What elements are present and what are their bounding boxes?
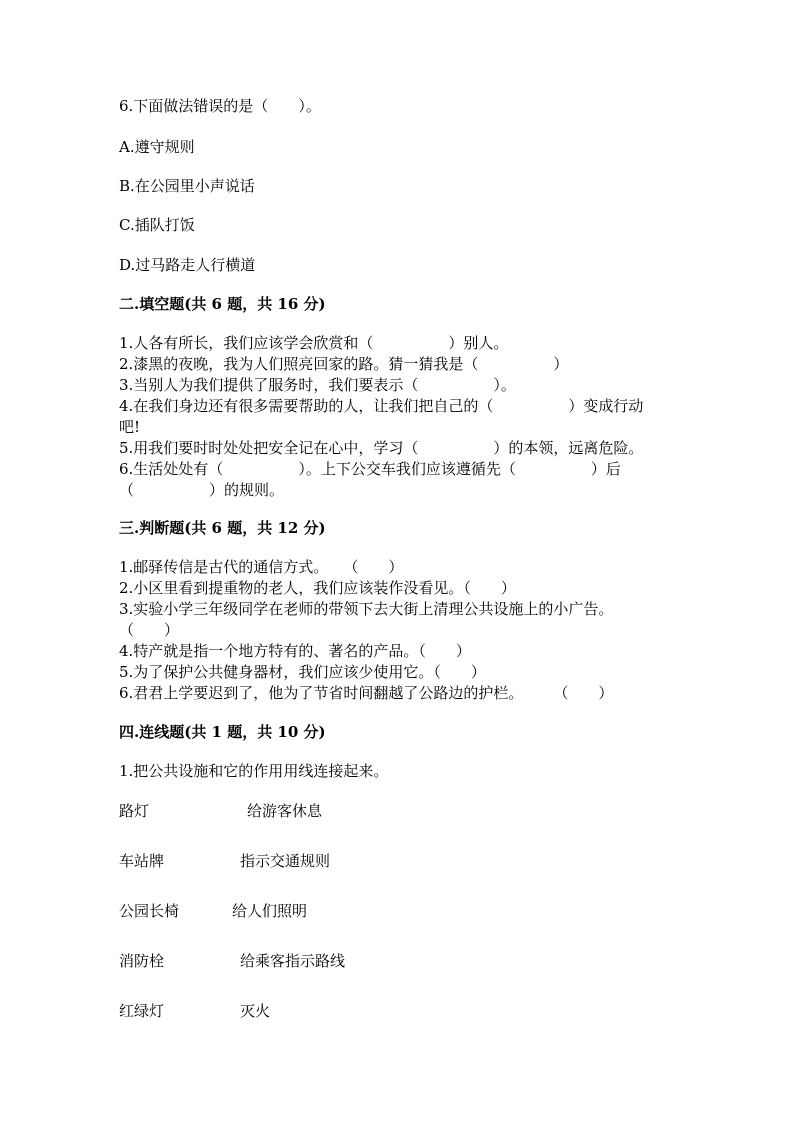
fill-question-4: 4.在我们身边还有很多需要帮助的人，让我们把自己的（ ）变成行动 <box>119 397 644 415</box>
option-d: D.过马路走人行横道 <box>119 256 256 274</box>
section-2-heading: 二.填空题(共 6 题，共 16 分) <box>119 295 326 313</box>
fill-question-2: 2.漆黑的夜晚，我为人们照亮回家的路。猜一猜我是（ ） <box>119 355 569 373</box>
facility-item: 消防栓 <box>119 952 165 970</box>
judge-question-3: 3.实验小学三年级同学在老师的带领下去大街上清理公共设施上的小广告。 <box>119 600 614 618</box>
judge-question-2: 2.小区里看到提重物的老人，我们应该装作没看见。（ ） <box>119 579 516 597</box>
question-6: 6.下面做法错误的是（ ）。 <box>119 97 321 115</box>
match-question: 1.把公共设施和它的作用用线连接起来。 <box>119 762 389 780</box>
judge-question-1: 1.邮驿传信是古代的通信方式。 （ ） <box>119 558 404 576</box>
function-item: 给乘客指示路线 <box>240 952 346 970</box>
function-item: 指示交通规则 <box>240 852 331 870</box>
facility-item: 公园长椅 <box>119 902 180 920</box>
option-a: A.遵守规则 <box>119 138 195 156</box>
fill-question-6: 6.生活处处有（ ）。上下公交车我们应该遵循先（ ）后 <box>119 460 621 478</box>
option-c: C.插队打饭 <box>119 216 195 234</box>
section-4-heading: 四.连线题(共 1 题，共 10 分) <box>119 723 326 741</box>
section-3-heading: 三.判断题(共 6 题，共 12 分) <box>119 519 326 537</box>
fill-question-4-cont: 吧! <box>119 418 141 436</box>
fill-question-5: 5.用我们要时时处处把安全记在心中，学习（ ）的本领，远离危险。 <box>119 439 644 457</box>
judge-question-3-cont: （ ） <box>119 621 180 639</box>
facility-item: 路灯 <box>119 802 150 820</box>
fill-question-1: 1.人各有所长，我们应该学会欣赏和（ ）别人。 <box>119 334 509 352</box>
function-item: 灭火 <box>240 1002 271 1020</box>
facility-item: 车站牌 <box>119 852 165 870</box>
function-item: 给游客休息 <box>247 802 323 820</box>
option-b: B.在公园里小声说话 <box>119 177 255 195</box>
judge-question-4: 4.特产就是指一个地方特有的、著名的产品。（ ） <box>119 642 471 660</box>
fill-question-6-cont: （ ）的规则。 <box>119 481 285 499</box>
facility-item: 红绿灯 <box>119 1002 165 1020</box>
fill-question-3: 3.当别人为我们提供了服务时，我们要表示（ ）。 <box>119 376 516 394</box>
judge-question-6: 6.君君上学要迟到了，他为了节省时间翻越了公路边的护栏。 （ ） <box>119 684 614 702</box>
judge-question-5: 5.为了保护公共健身器材，我们应该少使用它。（ ） <box>119 663 486 681</box>
function-item: 给人们照明 <box>232 902 308 920</box>
